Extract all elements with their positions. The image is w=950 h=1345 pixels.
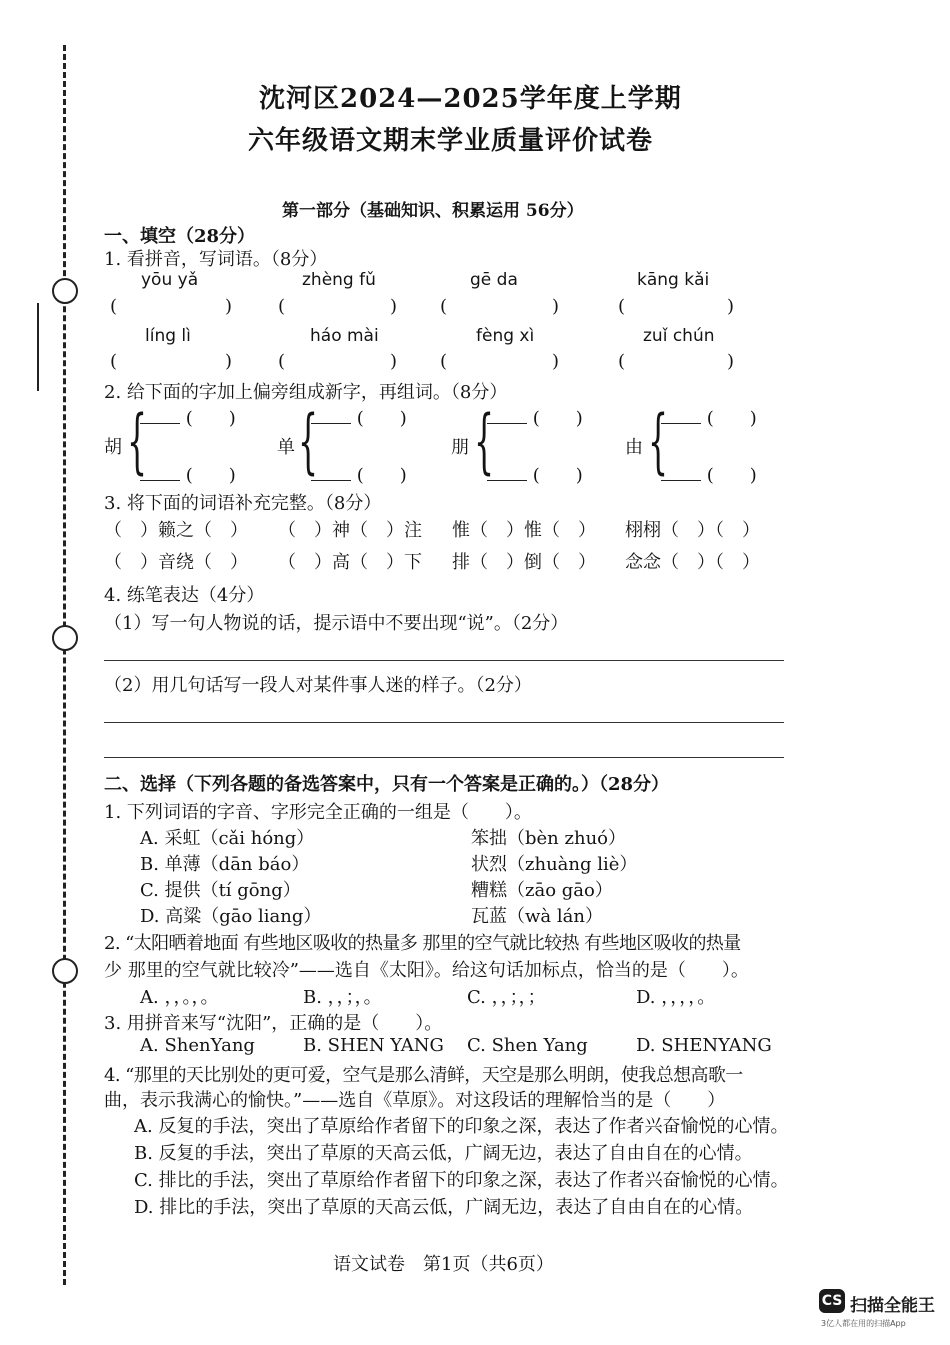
choice-option: A. 反复的手法，突出了草原给作者留下的印象之深，表达了作者兴奋愉悦的心情。: [134, 1116, 789, 1137]
s2-q3-prompt: 3. 用拼音来写“沈阳”，正确的是（ ）。: [104, 1013, 443, 1034]
pinyin: gē da: [470, 270, 518, 290]
word-slot: ( ): [311, 404, 407, 430]
scanner-tagline: 3亿人都在用的扫描App: [821, 1319, 906, 1328]
idiom-blank: （ ）籁之（ ）: [104, 520, 248, 541]
idiom-blank: （ ）音绕（ ）: [104, 552, 248, 573]
choice-option: 状烈（zhuàng liè）: [471, 854, 638, 875]
answer-paren-open: (: [618, 351, 626, 372]
exam-title-line2: 六年级语文期末学业质量评价试卷: [248, 126, 654, 156]
pinyin: zuǐ chún: [643, 326, 715, 346]
answer-paren-open: (: [618, 296, 626, 317]
idiom-blank: （ ）高（ ）下: [278, 552, 422, 573]
answer-paren-open: (: [440, 351, 448, 372]
answer-paren-close: ): [727, 351, 735, 372]
answer-paren-open: (: [110, 351, 118, 372]
pinyin: yōu yǎ: [141, 270, 199, 290]
base-char: 由: [625, 437, 643, 458]
answer-paren-close: ): [225, 351, 233, 372]
word-slot: ( ): [661, 461, 757, 487]
pinyin: háo mài: [310, 326, 379, 346]
scanner-app-name: 扫描全能王: [850, 1296, 935, 1316]
binding-hole: [52, 625, 78, 651]
answer-paren-open: (: [278, 296, 286, 317]
choice-option: D. 排比的手法，突出了草原的天高云低，广阔无边，表达了自由自在的心情。: [134, 1197, 754, 1218]
answer-line: [104, 722, 784, 723]
page-footer: 语文试卷 第1页（共6页）: [333, 1254, 554, 1275]
choice-option: C. Shen Yang: [467, 1035, 588, 1056]
pinyin: líng lì: [145, 326, 191, 346]
s2-q4-line1: 4. “那里的天比别处的更可爱，空气是那么清鲜，天空是那么明朗，使我总想高歌一: [104, 1065, 743, 1086]
answer-paren-close: ): [552, 351, 560, 372]
left-brace: {: [127, 400, 148, 482]
answer-line: [104, 757, 784, 758]
word-slot: ( ): [487, 404, 583, 430]
choice-option: C. 排比的手法，突出了草原给作者留下的印象之深，表达了作者兴奋愉悦的心情。: [134, 1170, 789, 1191]
choice-option: A. ShenYang: [140, 1035, 255, 1056]
s2-q4-line2: 曲，表示我满心的愉快。”——选自《草原》。对这段话的理解恰当的是（ ）: [104, 1090, 726, 1111]
base-char: 胡: [104, 437, 122, 458]
word-slot: ( ): [487, 461, 583, 487]
answer-paren-close: ): [727, 296, 735, 317]
pinyin: zhèng fǔ: [302, 270, 376, 290]
idiom-blank: 排（ ）倒（ ）: [452, 552, 596, 573]
word-slot: ( ): [661, 404, 757, 430]
q4-sub1: （1）写一句人物说的话，提示语中不要出现“说”。（2分）: [104, 613, 569, 634]
word-slot: ( ): [140, 461, 236, 487]
answer-line: [104, 660, 784, 661]
choice-option: 糟糕（zāo gāo）: [471, 880, 613, 901]
s2-q2-line1: 2. “太阳晒着地面 有些地区吸收的热量多 那里的空气就比较热 有些地区吸收的热量: [104, 933, 741, 954]
binding-hole: [52, 278, 78, 304]
choice-option: B. ，，；，。: [303, 987, 382, 1008]
choice-option: 瓦蓝（wà lán）: [471, 906, 603, 927]
binding-hole: [52, 958, 78, 984]
answer-paren-open: (: [110, 296, 118, 317]
idiom-blank: 栩栩（ ）（ ）: [625, 520, 760, 541]
s2-q2-line2: 少 那里的空气就比较冷”——选自《太阳》。给这句话加标点，恰当的是（ ）。: [104, 960, 749, 981]
binding-dashed-line: [63, 45, 66, 1285]
choice-option: C. ，，；，；: [467, 987, 546, 1008]
base-char: 单: [277, 437, 295, 458]
choice-option: D. ，，，，。: [636, 987, 716, 1008]
answer-paren-close: ): [225, 296, 233, 317]
scanner-logo-icon: CS: [819, 1289, 845, 1313]
choice-option: D. 高粱（gāo liang）: [140, 906, 322, 927]
choice-option: D. SHENYANG: [636, 1035, 772, 1056]
pinyin: fèng xì: [476, 326, 535, 346]
answer-paren-close: ): [390, 351, 398, 372]
choice-option: B. SHEN YANG: [303, 1035, 444, 1056]
choice-option: B. 反复的手法，突出了草原的天高云低，广阔无边，表达了自由自在的心情。: [134, 1143, 753, 1164]
q4-sub2: （2）用几句话写一段人对某件事人迷的样子。（2分）: [104, 675, 532, 696]
answer-paren-close: ): [390, 296, 398, 317]
answer-paren-close: ): [552, 296, 560, 317]
choice-option: C. 提供（tí gōng）: [140, 880, 301, 901]
margin-mark: [37, 303, 39, 391]
choice-option: A. ，，。，。: [140, 987, 219, 1008]
left-brace: {: [474, 400, 495, 482]
choice-option: B. 单薄（dān báo）: [140, 854, 310, 875]
part1-title: 第一部分（基础知识、积累运用 56分）: [282, 201, 584, 221]
left-brace: {: [298, 400, 319, 482]
idiom-blank: （ ）神（ ）注: [278, 520, 422, 541]
section1-title: 一、填空（28分）: [104, 226, 256, 247]
word-slot: ( ): [140, 404, 236, 430]
idiom-blank: 念念（ ）（ ）: [625, 552, 760, 573]
q3-prompt: 3. 将下面的词语补充完整。（8分）: [104, 493, 382, 514]
section2-title: 二、选择（下列各题的备选答案中，只有一个答案是正确的。）（28分）: [104, 774, 670, 795]
pinyin: kāng kǎi: [637, 270, 710, 290]
s2-q1-prompt: 1. 下列词语的字音、字形完全正确的一组是（ ）。: [104, 802, 532, 823]
base-char: 朋: [451, 437, 469, 458]
choice-option: 笨拙（bèn zhuó）: [471, 828, 626, 849]
exam-title-line1: 沈河区2024—2025学年度上学期: [259, 84, 682, 114]
answer-paren-open: (: [440, 296, 448, 317]
answer-paren-open: (: [278, 351, 286, 372]
q4-prompt: 4. 练笔表达（4分）: [104, 585, 265, 606]
word-slot: ( ): [311, 461, 407, 487]
q2-prompt: 2. 给下面的字加上偏旁组成新字，再组词。（8分）: [104, 382, 508, 403]
q1-prompt: 1. 看拼音，写词语。（8分）: [104, 249, 328, 270]
left-brace: {: [648, 400, 669, 482]
choice-option: A. 采虹（cǎi hóng）: [140, 828, 315, 849]
idiom-blank: 惟（ ）惟（ ）: [452, 520, 596, 541]
